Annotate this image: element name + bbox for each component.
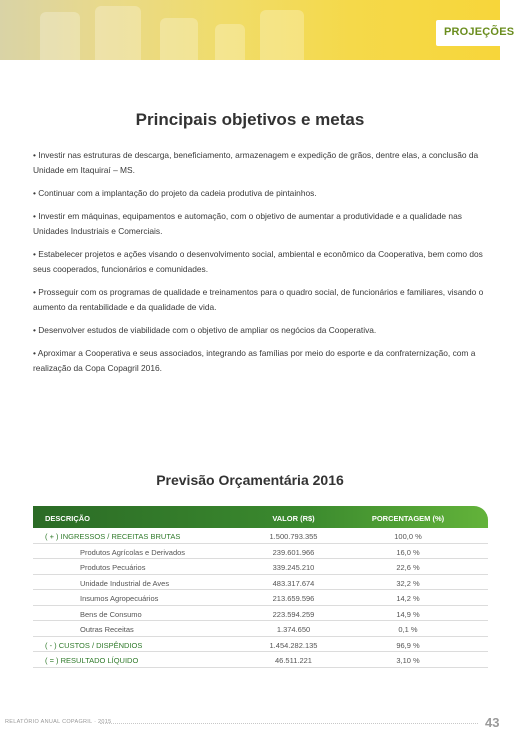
table-row xyxy=(33,544,488,560)
objective-item: • Prosseguir com os programas de qualidade e treinamentos para o quadro social, de funcionários e familiares, visando o aumento da rentabilidade e da qualidade de vida. xyxy=(33,287,484,312)
page-number: 43 xyxy=(485,715,500,730)
row-value: 1.500.793.355 xyxy=(269,532,318,541)
objective-item: • Investir em máquinas, equipamentos e automação, com o objetivo de aumentar a produtividade e a qualidade nas Unidades Industriais e Comerciais. xyxy=(33,211,462,236)
row-description: Outras Receitas xyxy=(80,625,134,634)
row-percentage: 22,6 % xyxy=(396,563,420,572)
row-percentage: 14,2 % xyxy=(396,594,420,603)
objective-item: • Estabelecer projetos e ações visando o desenvolvimento social, ambiental e econômico da Cooperativa, bem como dos seus cooperados, funcionários e comunidades. xyxy=(33,249,483,274)
row-value: 223.594.259 xyxy=(272,609,315,619)
row-description: Produtos Pecuários xyxy=(80,563,146,572)
table-row xyxy=(33,528,488,544)
table-row xyxy=(33,606,488,622)
row-percentage: 16,0 % xyxy=(396,547,420,557)
row-description: Produtos Agrícolas e Derivados xyxy=(80,547,186,557)
header-percentage: PORCENTAGEM (%) xyxy=(371,514,445,523)
table-header xyxy=(33,506,488,528)
objective-item: • Aproximar a Cooperativa e seus associados, integrando as famílias por meio do esporte e da confraternização, com a realização da Copa Copagril 2016. xyxy=(33,348,476,373)
silo-decoration xyxy=(160,18,198,60)
row-percentage: 0,1 % xyxy=(398,625,418,634)
objective-item: • Investir nas estruturas de descarga, beneficiamento, armazenagem e expedição de grãos, dentre elas, a conclusão da Unidade em Itaquiraí – MS. xyxy=(33,150,479,175)
row-percentage: 3,10 % xyxy=(396,656,420,665)
silo-decoration xyxy=(40,12,80,60)
table-row xyxy=(33,637,488,653)
row-percentage: 32,2 % xyxy=(396,578,420,588)
table-row xyxy=(33,652,488,668)
row-value: 46.511.221 xyxy=(275,656,312,665)
row-value: 213.659.596 xyxy=(272,594,315,603)
row-description: ( - ) CUSTOS / DISPÊNDIOS xyxy=(45,640,143,650)
silo-decoration xyxy=(95,6,141,60)
section-tab xyxy=(436,20,514,46)
objectives-list xyxy=(33,148,485,384)
header-description: DESCRIÇÃO xyxy=(45,514,91,523)
row-percentage: 96,9 % xyxy=(396,640,420,650)
row-description: ( + ) INGRESSOS / RECEITAS BRUTAS xyxy=(45,532,181,541)
row-description: ( = ) RESULTADO LÍQUIDO xyxy=(45,656,139,665)
header-value: VALOR (R$) xyxy=(272,514,315,523)
table-body xyxy=(33,528,488,668)
footer-label: RELATÓRIO ANUAL COPAGRIL · 2015 xyxy=(5,719,112,725)
table-row xyxy=(33,621,488,637)
table-row xyxy=(33,575,488,591)
silo-decoration xyxy=(215,24,245,60)
budget-table xyxy=(33,506,488,668)
objective-item: • Desenvolver estudos de viabilidade com o objetivo de ampliar os negócios da Cooperativa. xyxy=(33,325,377,335)
row-description: Unidade Industrial de Aves xyxy=(80,578,170,588)
budget-title: Previsão Orçamentária 2016 xyxy=(156,472,344,488)
page-title: Principais objetivos e metas xyxy=(135,110,365,129)
footer-divider xyxy=(100,723,478,724)
row-description: Bens de Consumo xyxy=(80,609,142,619)
table-row xyxy=(33,590,488,606)
row-value: 1.454.282.135 xyxy=(269,640,318,650)
row-value: 239.601.966 xyxy=(272,547,315,557)
row-description: Insumos Agropecuários xyxy=(80,594,159,603)
page-footer xyxy=(0,715,500,735)
row-value: 339.245.210 xyxy=(272,563,315,572)
objective-item: • Continuar com a implantação do projeto da cadeia produtiva de pintainhos. xyxy=(33,188,317,198)
row-percentage: 100,0 % xyxy=(394,532,422,541)
row-percentage: 14,9 % xyxy=(396,609,420,619)
header-banner xyxy=(0,0,514,60)
table-row xyxy=(33,559,488,575)
section-tab-label: PROJEÇÕES xyxy=(444,26,514,38)
row-value: 1.374.650 xyxy=(276,625,311,634)
silo-decoration xyxy=(260,10,304,60)
row-value: 483.317.674 xyxy=(272,578,315,588)
